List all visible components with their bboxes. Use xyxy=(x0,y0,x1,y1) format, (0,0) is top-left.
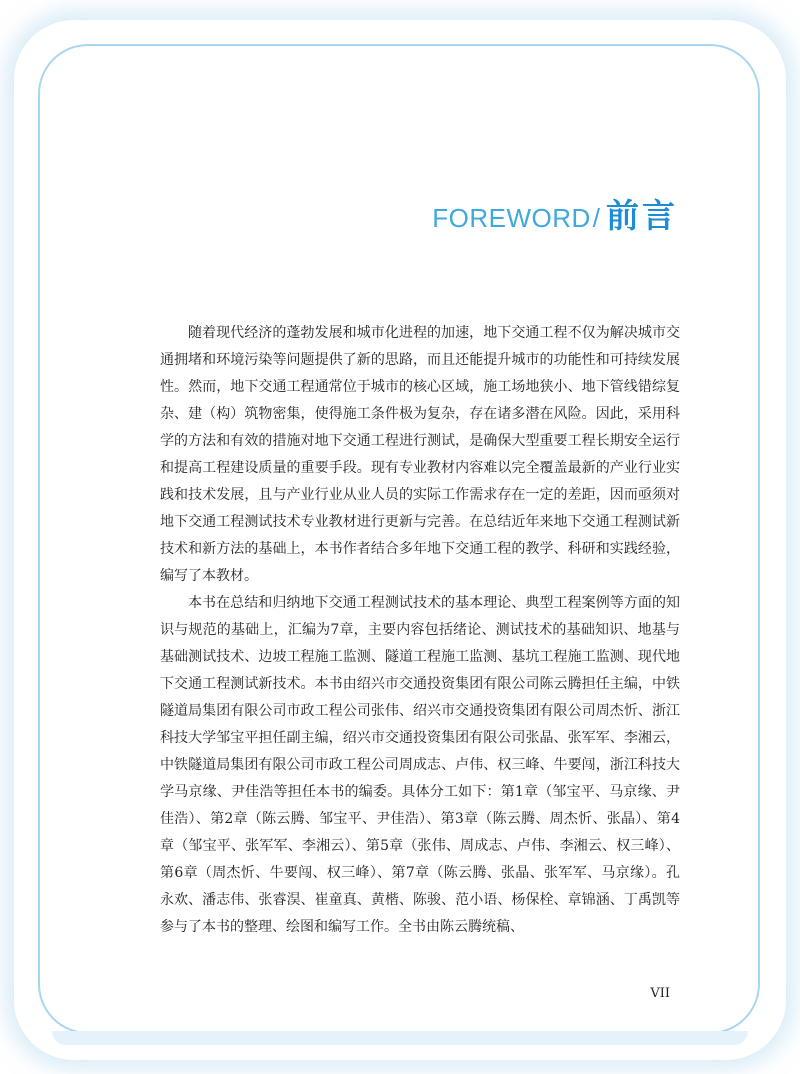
page-bottom-band xyxy=(52,1031,748,1045)
paragraph-1: 随着现代经济的蓬勃发展和城市化进程的加速，地下交通工程不仅为解决城市交通拥堵和环境污染等问题提供了新的思路，而且还能提升城市的功能性和可持续发展性。然而，地下交通工程通常位于城市的核心区域，施工场地狭小、地下管线错综复杂、建（构）筑物密集，使得施工条件极为复杂，存在诸多潜在风险。因此，采用科学的方法和有效的措施对地下交通工程进行测试，是确保大型重要工程长期安全运行和提高工程建设质量的重要手段。现有专业教材内容难以完全覆盖最新的产业行业实践和技术发展，且与产业行业从业人员的实际工作需求存在一定的差距，因而亟须对地下交通工程测试技术专业教材进行更新与完善。在总结近年来地下交通工程测试新技术和新方法的基础上，本书作者结合多年地下交通工程的教学、科研和实践经验，编写了本教材。 xyxy=(160,325,680,584)
page-number: VII xyxy=(650,986,670,1001)
title-separator: / xyxy=(592,203,600,233)
title-chinese: 前言 xyxy=(606,196,678,235)
paragraph-2: 本书在总结和归纳地下交通工程测试技术的基本理论、典型工程案例等方面的知识与规范的基础上，汇编为7章，主要内容包括绪论、测试技术的基础知识、地基与基础测试技术、边坡工程施工监测、隧道工程施工监测、基坑工程施工监测、现代地下交通工程测试新技术。本书由绍兴市交通投资集团有限公司陈云腾担任主编，中铁隧道局集团有限公司市政工程公司张伟、绍兴市交通投资集团有限公司周杰忻、浙江科技大学邹宝平担任副主编，绍兴市交通投资集团有限公司张晶、张军军、李湘云，中铁隧道局集团有限公司市政工程公司周成志、卢伟、权三峰、牛要闯，浙江科技大学马京缘、尹佳浩等担任本书的编委。具体分工如下：第1章（邹宝平、马京缘、尹佳浩）、第2章（陈云腾、邹宝平、尹佳浩）、第3章（陈云腾、周杰忻、张晶）、第4章（邹宝平、张军军、李湘云）、第5章（张伟、周成志、卢伟、李湘云、权三峰）、第6章（周杰忻、牛要闯、权三峰）、第7章（陈云腾、张晶、张军军、马京缘）。孔永欢、潘志伟、张睿淏、崔童真、黄楷、陈骏、范小语、杨保栓、章锦涵、丁禹凯等参与了本书的整理、绘图和编写工作。全书由陈云腾统稿、 xyxy=(160,595,680,935)
page-title xyxy=(432,190,678,237)
foreword-body xyxy=(160,320,680,941)
title-english: FOREWORD xyxy=(432,203,591,233)
